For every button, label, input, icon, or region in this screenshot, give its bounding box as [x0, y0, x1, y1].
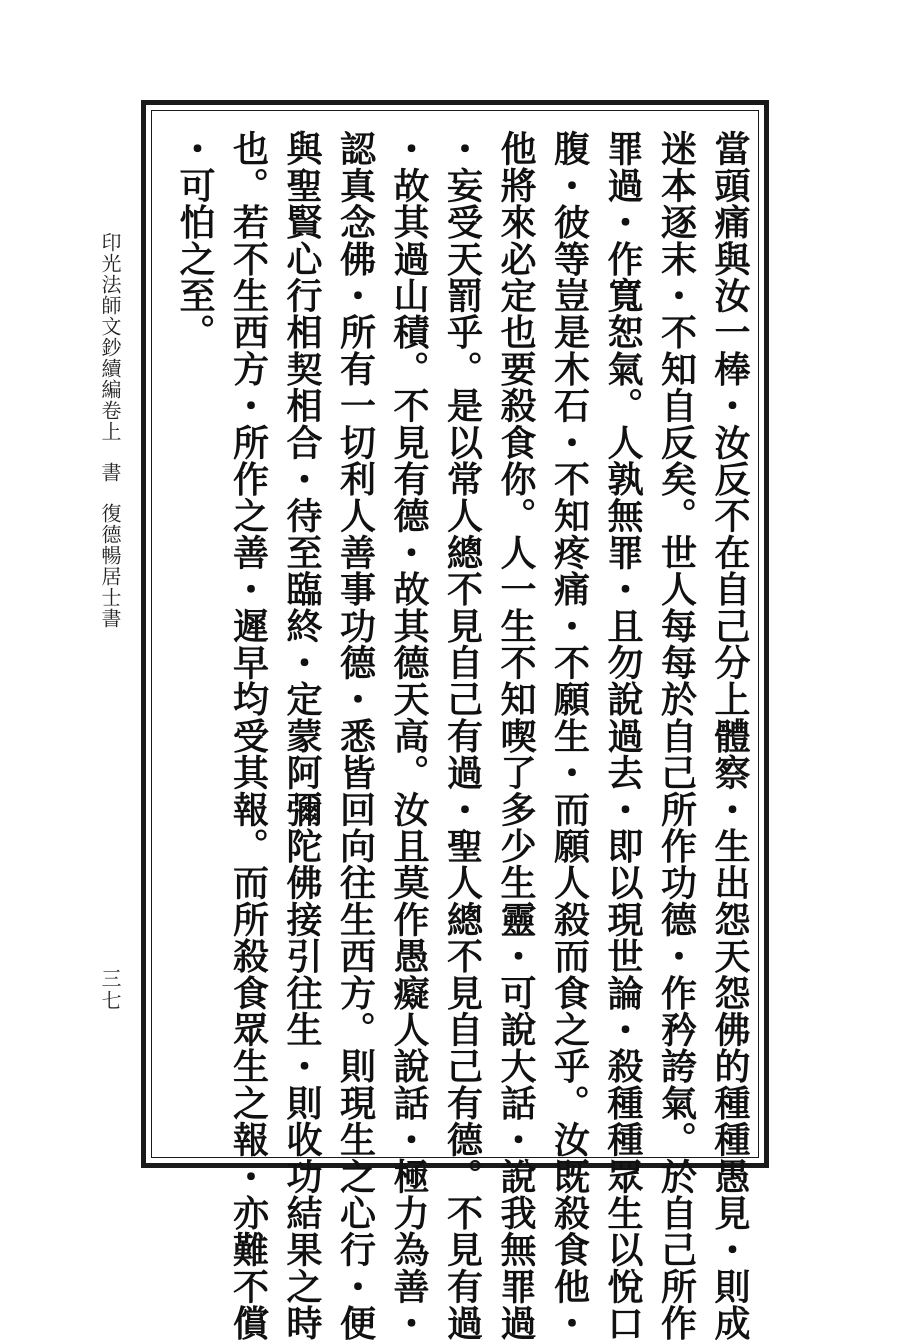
text-column: 腹・彼等豈是木石・不知疼痛・不願生・而願人殺而食之乎。汝既殺食他・ — [548, 130, 591, 1341]
text-column: ・可怕之至。 — [174, 130, 216, 351]
text-column: ・妄受天罰乎。是以常人總不見自己有過・聖人總不見自己有德。不見有過 — [441, 130, 484, 1341]
section-label: 書 — [98, 462, 122, 483]
text-column: 也。若不生西方・所作之善・遲早均受其報。而所殺食眾生之報・亦難不償 — [227, 130, 270, 1341]
page-number: 三七 — [98, 968, 122, 1012]
text-column: 認真念佛・所有一切利人善事功德・悉皆回向往生西方。則現生之心行・便 — [334, 130, 377, 1341]
text-column: ・故其過山積。不見有德・故其德天高。汝且莫作愚癡人說話・極力為善・ — [388, 130, 430, 1341]
body-text — [174, 130, 756, 1341]
text-column: 當頭痛與汝一棒・汝反不在自己分上體察・生出怨天怨佛的種種愚見・則成 — [709, 130, 751, 1341]
book-title: 印光法師文鈔續編卷上 — [98, 232, 122, 442]
text-column: 罪過・作寬恕氣。人孰無罪・且勿說過去・即以現世論・殺種種眾生以悅口 — [602, 130, 644, 1341]
running-head — [93, 232, 127, 872]
text-column: 迷本逐末・不知自反矣。世人每每於自己所作功德・作矜誇氣。於自己所作 — [655, 130, 698, 1341]
letter-title: 復德暢居士書 — [98, 503, 122, 629]
text-column: 與聖賢心行相契相合・待至臨終・定蒙阿彌陀佛接引往生・則收功結果之時 — [281, 130, 323, 1341]
text-column: 他將來必定也要殺食你。人一生不知喫了多少生靈・可說大話・說我無罪過 — [495, 130, 537, 1341]
